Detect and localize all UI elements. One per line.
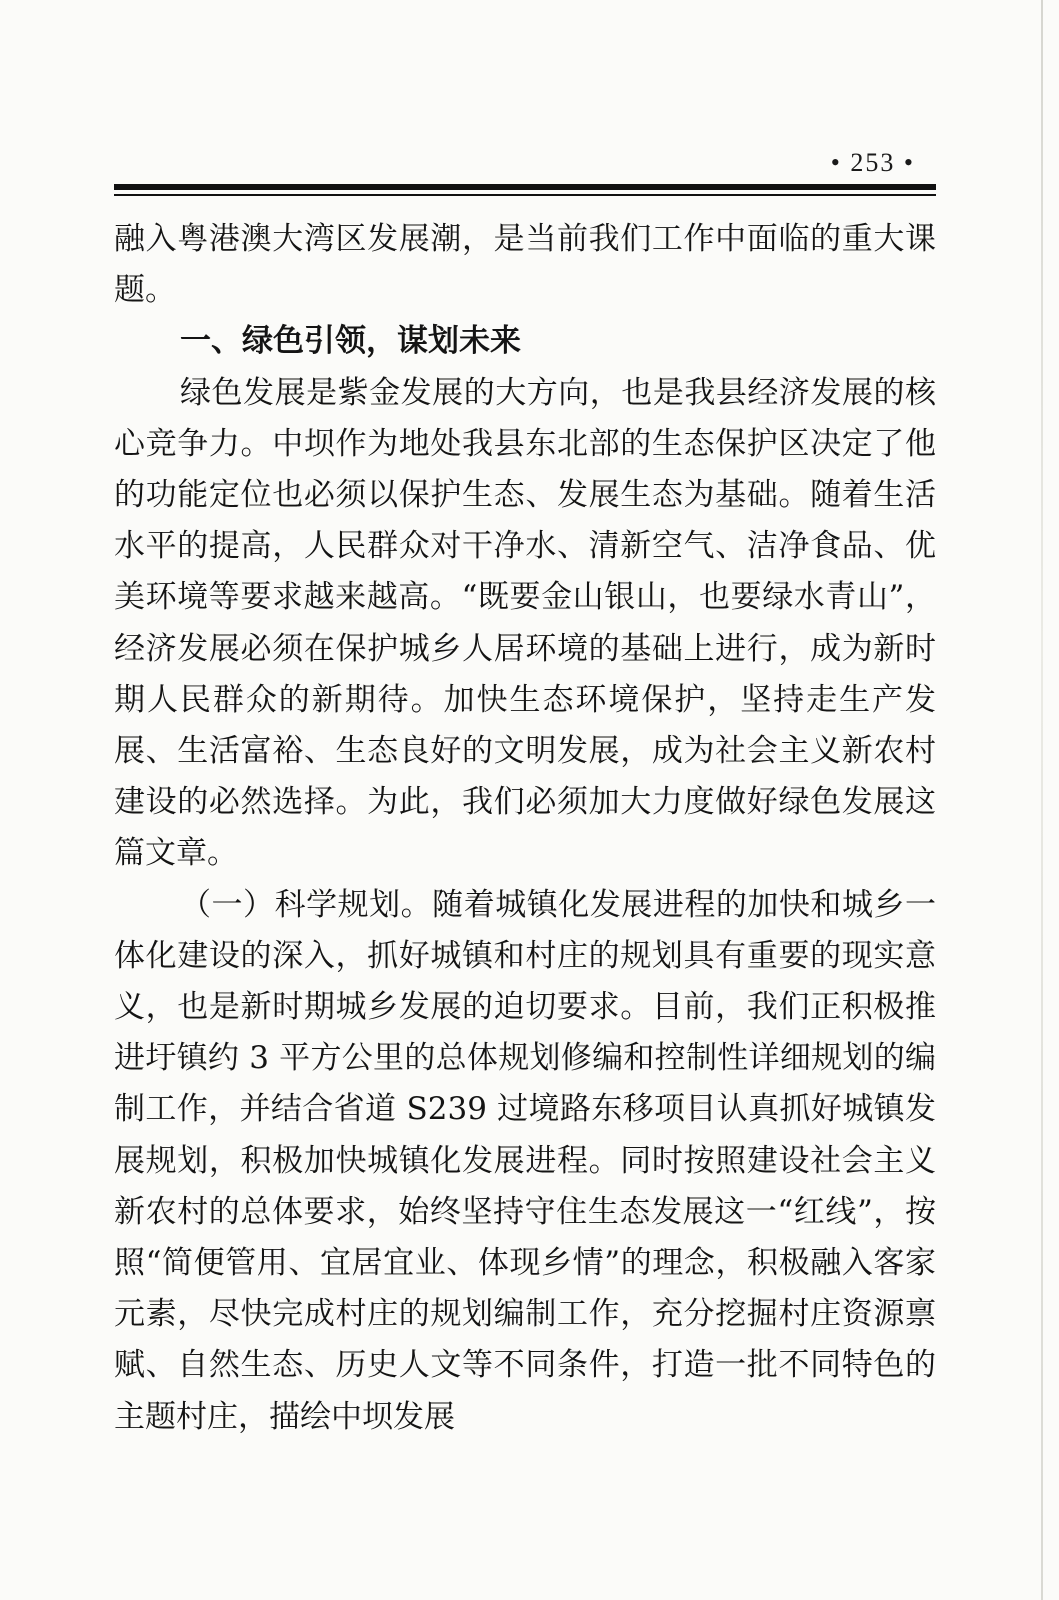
body-text [114, 214, 936, 1443]
scan-edge-mark [1041, 0, 1043, 1600]
section-heading: 一、绿色引领，谋划未来 [180, 323, 521, 360]
header-rule-thin [114, 194, 936, 196]
paragraph-continuation: 融入粤港澳大湾区发展潮，是当前我们工作中面临的重大课题。 [114, 221, 936, 309]
paragraph-scientific-planning: （一）科学规划。随着城镇化发展进程的加快和城乡一体化建设的深入，抓好城镇和村庄的规划具有重要的现实意义，也是新时期城乡发展的迫切要求。目前，我们正积极推进圩镇约 3 平方公里的总体规划修编和控制性详细规划的编制工作，并结合省道 S239 过境路东移项目认真抓好城镇发展规划，积极加快城镇化发展进程。同时按照建设社会主义新农村的总体要求，始终坚持守住生态发展这一“红线”，按照“简便管用、宜居宜业、体现乡情”的理念，积极融入客家元素，尽快完成村庄的规划编制工作，充分挖掘村庄资源禀赋、自然生态、历史人文等不同条件，打造一批不同特色的主题村庄，描绘中坝发展 [114, 886, 936, 1435]
paragraph-green-development: 绿色发展是紫金发展的大方向，也是我县经济发展的核心竞争力。中坝作为地处我县东北部的生态保护区决定了他的功能定位也必须以保护生态、发展生态为基础。随着生活水平的提高，人民群众对干净水、清新空气、洁净食品、优美环境等要求越来越高。“既要金山银山，也要绿水青山”，经济发展必须在保护城乡人居环境的基础上进行，成为新时期人民群众的新期待。加快生态环境保护，坚持走生产发展、生活富裕、生态良好的文明发展，成为社会主义新农村建设的必然选择。为此，我们必须加大力度做好绿色发展这篇文章。 [114, 374, 936, 872]
header-rule-thick [114, 184, 936, 190]
page-number: • 253 • [830, 148, 915, 177]
